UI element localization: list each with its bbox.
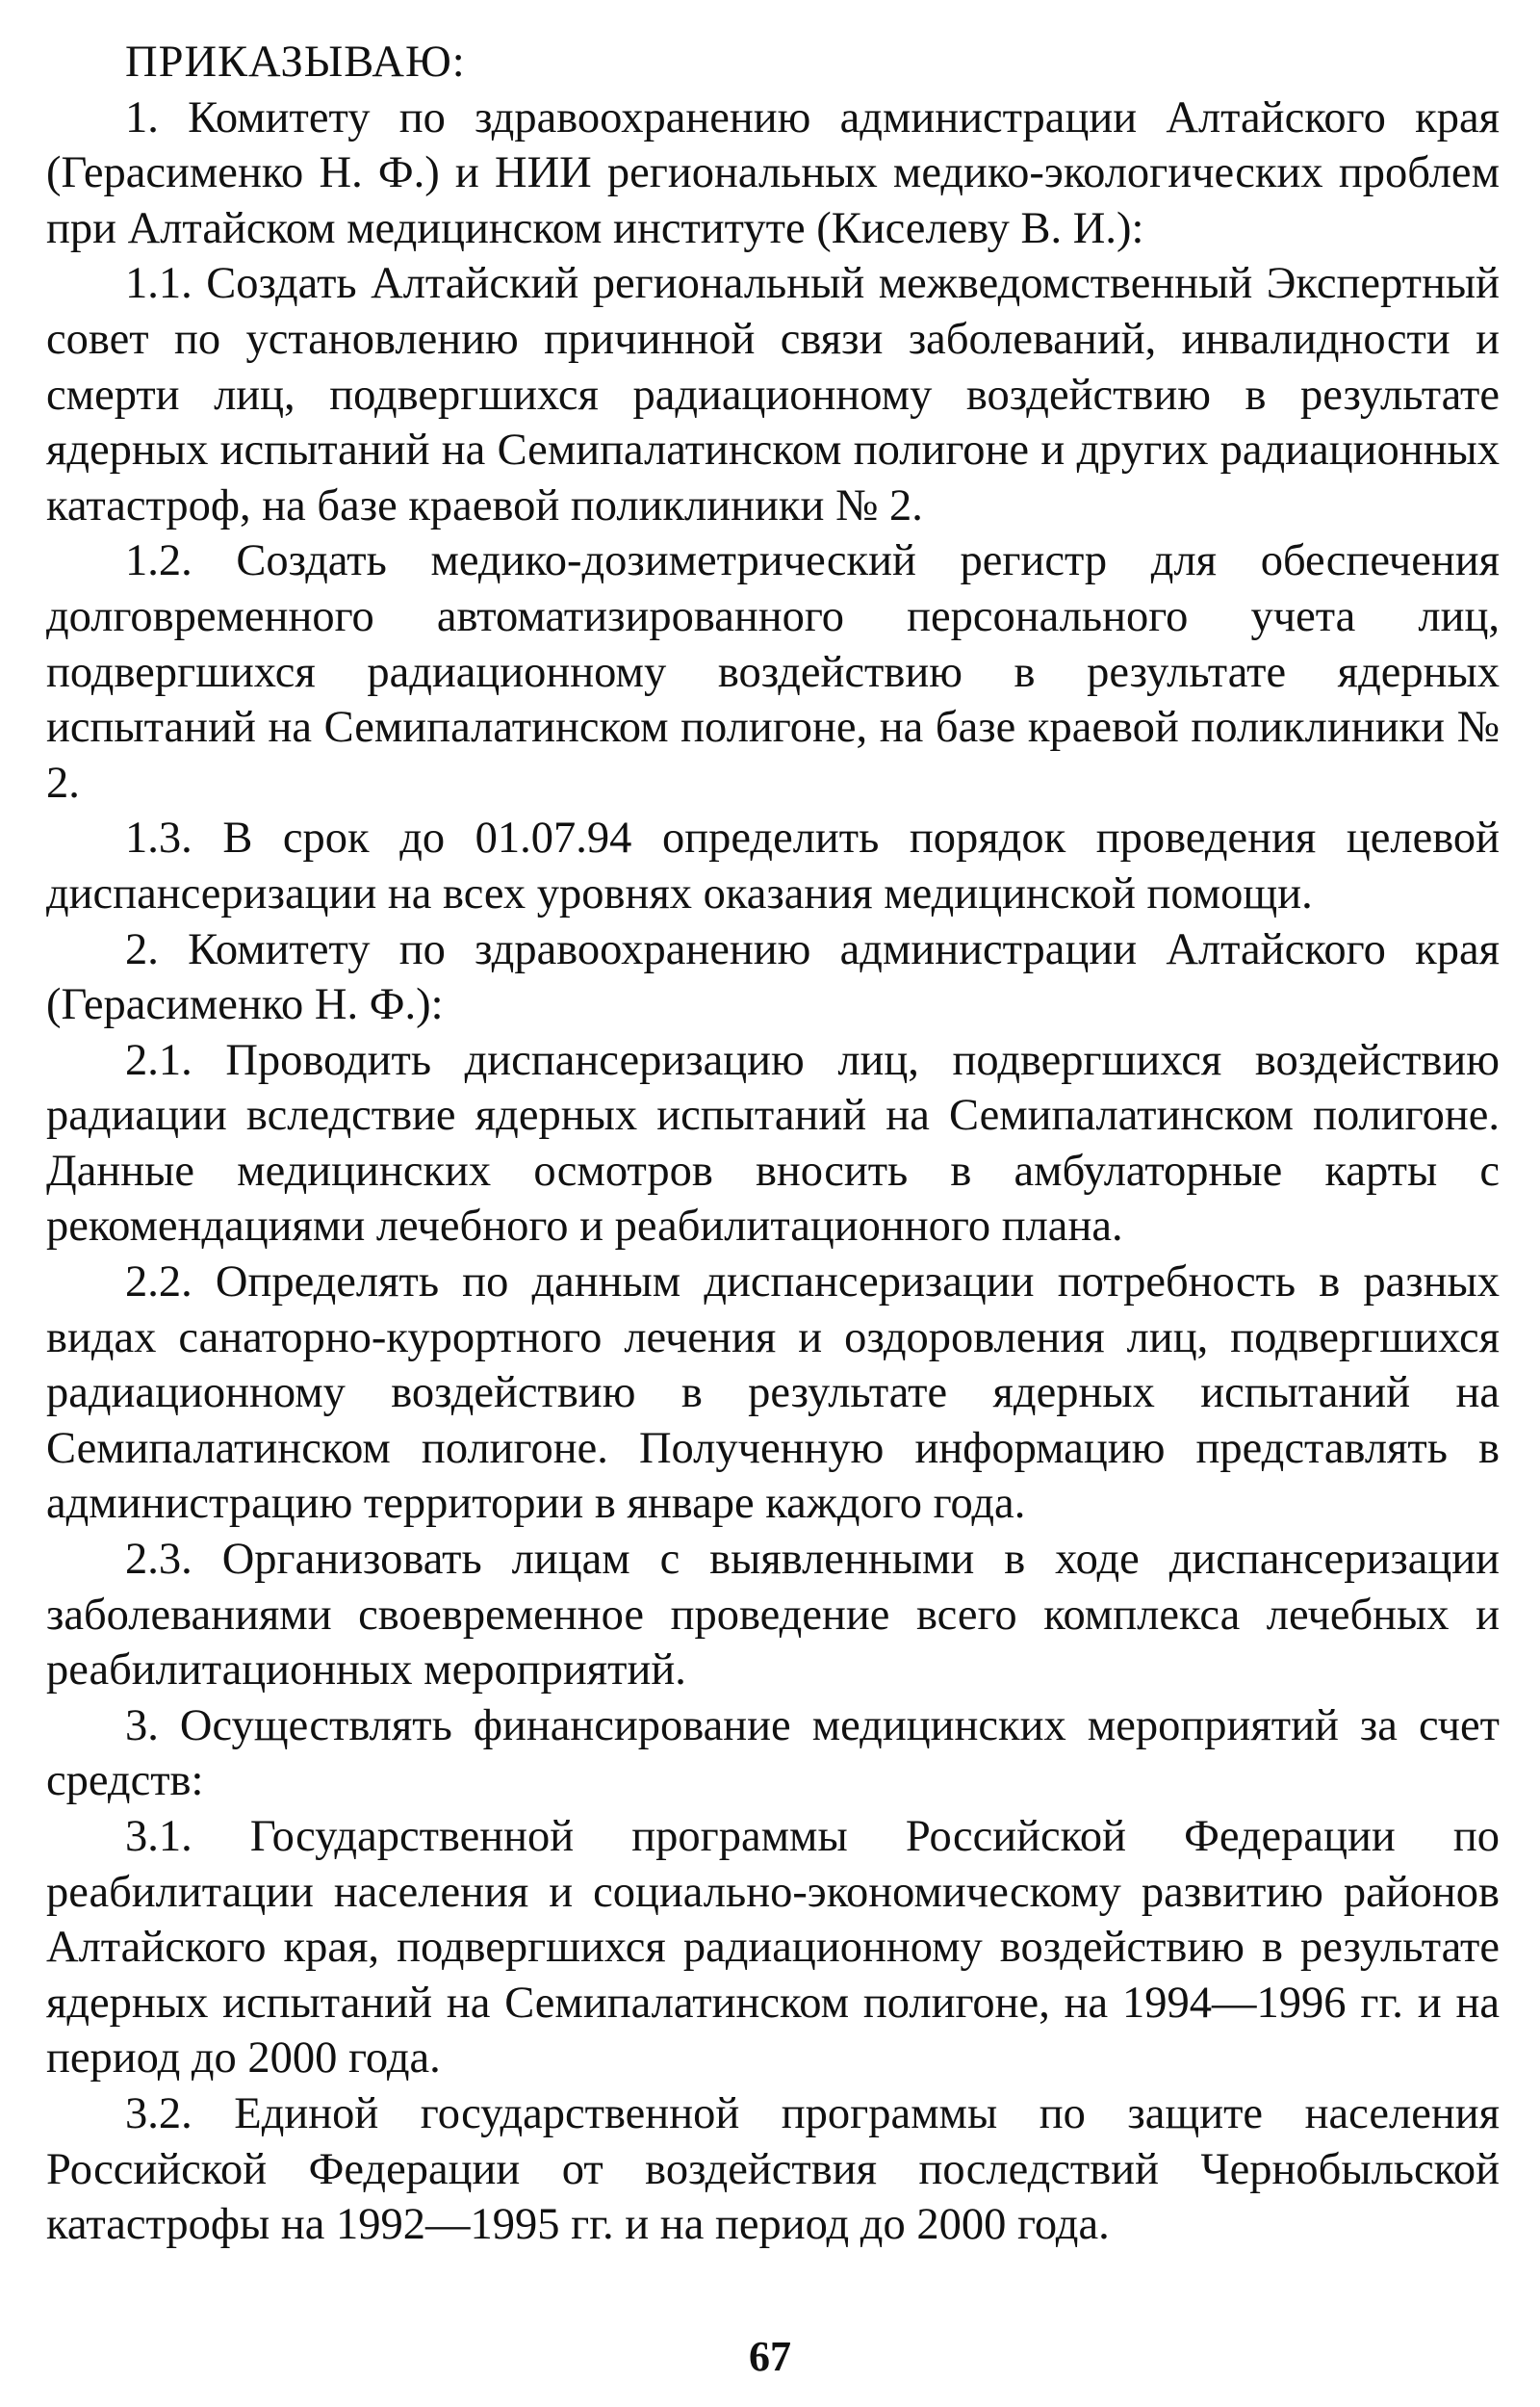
page-number: 67 xyxy=(749,2333,791,2380)
paragraph-2: 2. Комитету по здравоохранению администрации Алтайского края (Герасименко Н. Ф.): xyxy=(46,924,1500,1030)
paragraph-1-3: 1.3. В срок до 01.07.94 определить порядок проведения целевой диспансеризации на всех уровнях оказания медицинской помощи. xyxy=(46,814,1500,919)
paragraph-1-2: 1.2. Создать медико-дозиметрический регистр для обеспечения долговременного автоматизированного персонального учета лиц, подвергшихся радиационному воздействию в результате ядерных испытаний на Семипалатинском полигоне, на базе краевой поликлиники № 2. xyxy=(46,536,1500,808)
paragraph-2-2: 2.2. Определять по данным диспансеризации потребность в разных видах санаторно-курортного лечения и оздоровления лиц, подвергшихся радиационному воздействию в результате ядерных испытаний на Семипалатинском полигоне. Полученную информацию представлять в администрацию территории в январе каждого года. xyxy=(46,1257,1500,1529)
paragraph-3-1: 3.1. Государственной программы Российской Федерации по реабилитации населения и социально-экономическому развитию районов Алтайского края, подвергшихся радиационному воздействию в результате ядерных испытаний на Семипалатинском полигоне, на 1994—1996 гг. и на период до 2000 года. xyxy=(46,1812,1500,2083)
paragraph-2-1: 2.1. Проводить диспансеризацию лиц, подвергшихся воздействию радиации вследствие ядерных испытаний на Семипалатинском полигоне. Данные медицинских осмотров вносить в амбулаторные карты с рекомендациями лечебного и реабилитационного плана. xyxy=(46,1035,1500,1252)
document-page xyxy=(46,35,1500,2253)
paragraph-2-3: 2.3. Организовать лицам с выявленными в ходе диспансеризации заболеваниями своевременное проведение всего комплекса лечебных и реабилитационных мероприятий. xyxy=(46,1535,1500,1695)
paragraph-3-2: 3.2. Единой государственной программы по защите населения Российской Федерации от воздействия последствий Чернобыльской катастрофы на 1992—1995 гг. и на период до 2000 года. xyxy=(46,2088,1500,2250)
paragraph-1-1: 1.1. Создать Алтайский региональный межведомственный Экспертный совет по установлению причинной связи заболеваний, инвалидности и смерти лиц, подвергшихся радиационному воздействию в результате ядерных испытаний на Семипалатинском полигоне и других радиационных катастроф, на базе краевой поликлиники № 2. xyxy=(46,259,1500,531)
order-heading: ПРИКАЗЫВАЮ: xyxy=(125,38,466,87)
paragraph-1: 1. Комитету по здравоохранению администрации Алтайского края (Герасименко Н. Ф.) и НИИ региональных медико-экологических проблем при Алтайском медицинском институте (Киселеву В. И.): xyxy=(46,92,1500,253)
paragraph-3: 3. Осуществлять финансирование медицинских мероприятий за счет средств: xyxy=(46,1700,1500,1806)
